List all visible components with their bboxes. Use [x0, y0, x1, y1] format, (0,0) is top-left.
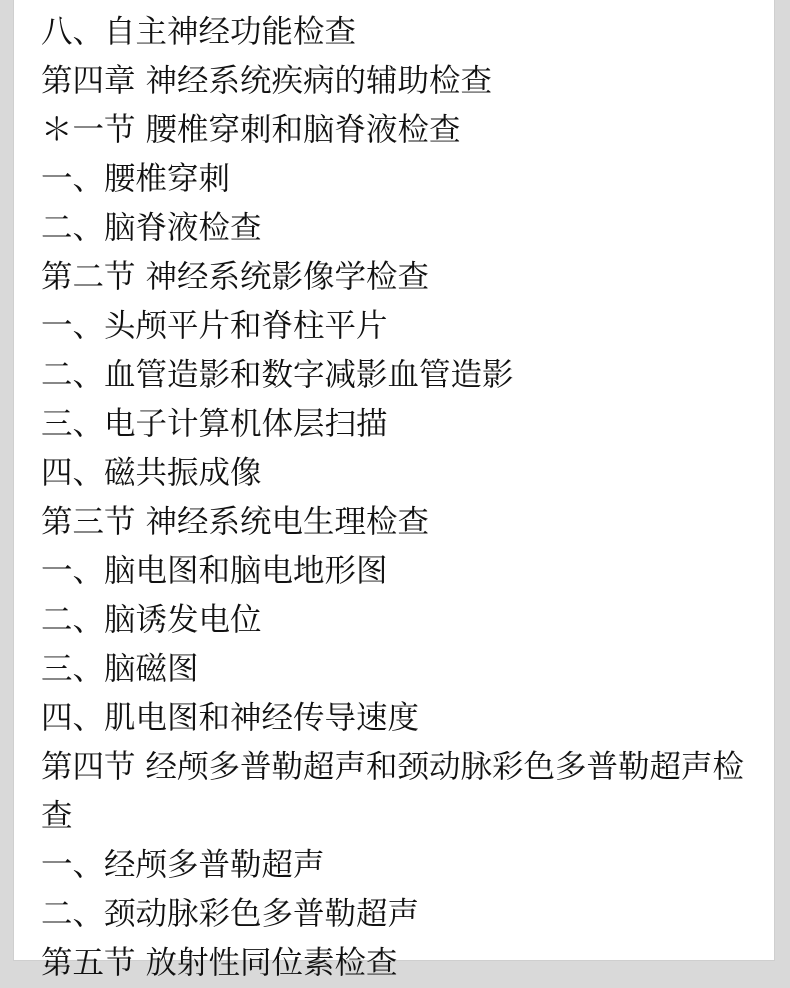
- toc-item: 二、颈动脉彩色多普勒超声: [41, 896, 420, 932]
- toc-item: 二、血管造影和数字减影血管造影: [41, 357, 514, 393]
- toc-item: 一、经颅多普勒超声: [41, 847, 325, 883]
- toc-item: 二、脑脊液检查: [41, 210, 262, 246]
- section-heading-1: ＊一节 腰椎穿刺和脑脊液检查: [41, 112, 461, 148]
- toc-item: 四、磁共振成像: [41, 455, 262, 491]
- toc-item: 一、腰椎穿刺: [41, 161, 231, 197]
- toc-item-autonomic-exam: 八、自主神经功能检查: [41, 14, 357, 50]
- toc-item: 一、头颅平片和脊柱平片: [41, 308, 388, 344]
- toc-item: 三、电子计算机体层扫描: [41, 406, 388, 442]
- chapter-heading-4: 第四章 神经系统疾病的辅助检查: [41, 63, 493, 99]
- section-heading-3: 第三节 神经系统电生理检查: [41, 504, 430, 540]
- table-of-contents: [41, 8, 753, 988]
- toc-item: 四、肌电图和神经传导速度: [41, 700, 420, 736]
- document-page: [14, 0, 774, 981]
- section-heading-5: 第五节 放射性同位素检查: [41, 945, 398, 981]
- section-heading-4: 第四节 经颅多普勒超声和颈动脉彩色多普勒超声检查: [41, 749, 745, 834]
- section-heading-2: 第二节 神经系统影像学检查: [41, 259, 430, 295]
- toc-item: 一、脑电图和脑电地形图: [41, 553, 388, 589]
- toc-item: 二、脑诱发电位: [41, 602, 262, 638]
- toc-item: 三、脑磁图: [41, 651, 199, 687]
